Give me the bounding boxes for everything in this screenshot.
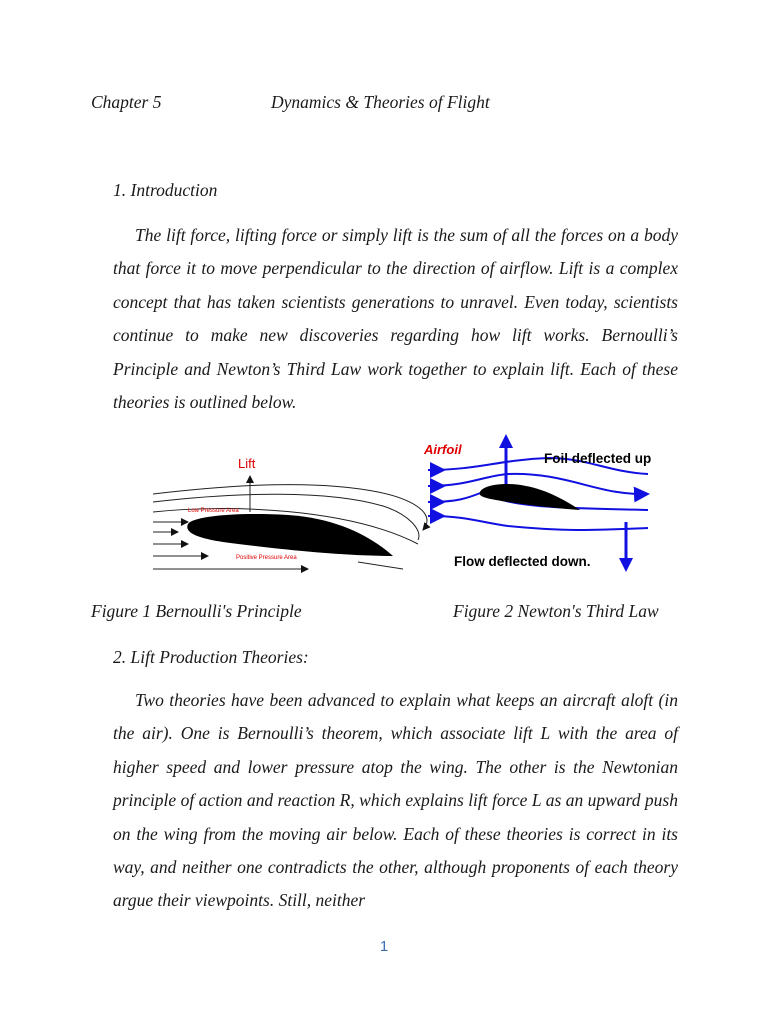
figure1-caption: Figure 1 Bernoulli's Principle	[91, 601, 302, 621]
foil-deflected-label: Foil deflected up	[544, 451, 652, 466]
intro-paragraph: The lift force, lifting force or simply lift is the sum of all the forces on a body that force it to move perpendicular to the direction of airflow. Lift is a complex concept that has taken scientists generations to unravel. Even today, scientists continue to make new discoveries regarding how lift works. Bernoulli’s Principle and Newton’s Third Law work together to explain lift. Each of these theories is outlined below.	[113, 225, 678, 413]
chapter-label: Chapter 5	[91, 92, 162, 112]
airfoil-label: Airfoil	[424, 442, 462, 457]
positive-pressure-label: Positive Pressure Area	[236, 555, 297, 561]
figures-svg	[148, 432, 668, 580]
theories-paragraph: Two theories have been advanced to explain what keeps an aircraft aloft (in the air). One is Bernoulli’s theorem, which associate lift L with the area of higher speed and lower pressure atop the wing. The other is the Newtonian principle of action and reaction R, which explains lift force L as an upward push on the wing from the moving air below. Each of these theories is correct in its way, and neither one contradicts the other, although proponents of each theory argue their viewpoints. Still, neither	[113, 690, 678, 911]
figure2-caption: Figure 2 Newton's Third Law	[453, 601, 659, 621]
figures	[148, 432, 668, 580]
figure1-bernoulli-diagram	[153, 456, 427, 569]
flow-deflected-label: Flow deflected down.	[454, 554, 591, 569]
section-heading-lift-theories: 2. Lift Production Theories:	[113, 647, 309, 667]
chapter-title: Dynamics & Theories of Flight	[271, 92, 490, 112]
low-pressure-label: Low Pressure Area	[188, 508, 239, 514]
lift-label: Lift	[238, 456, 256, 471]
page-number: 1	[379, 938, 389, 955]
figure2-newton-diagram	[423, 434, 651, 572]
section-heading-introduction: 1. Introduction	[113, 180, 218, 200]
